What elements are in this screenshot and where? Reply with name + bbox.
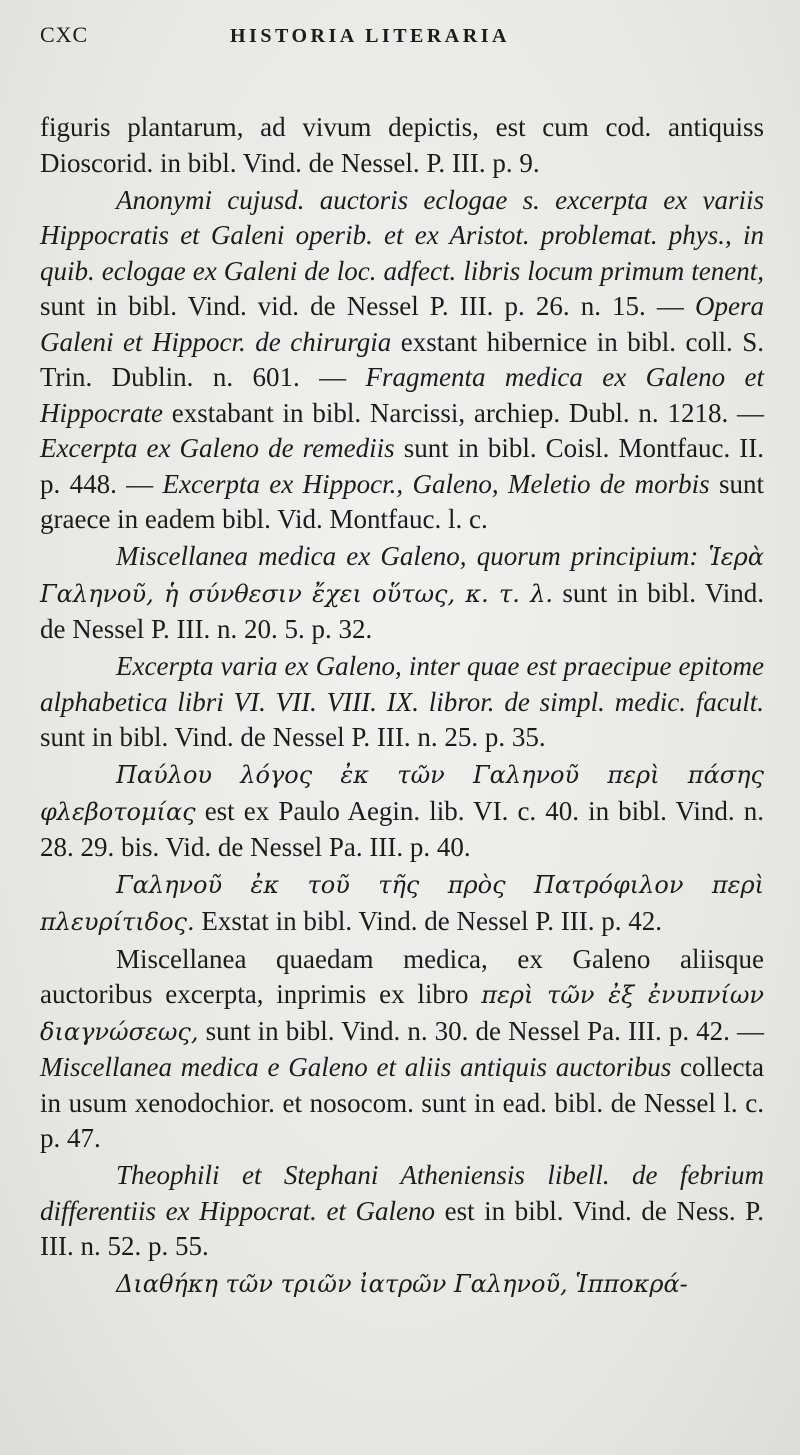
entry-text: sunt in bibl. Vind. de Nessel P. III. n. 20. 5. p. 32. xyxy=(40,577,764,644)
italic-title-text: Miscellanea medica e Galeno et aliis antiquis auctoribus xyxy=(40,1052,672,1082)
entry-text: figuris plantarum, ad vivum depictis, est cum cod. antiquiss Dioscorid. in bibl. Vind. de Nessel. P. III. p. 9. xyxy=(40,112,764,178)
italic-title-text: Excerpta varia ex Galeno, inter quae est praecipue epitome alphabetica libri VI. VII. VIII. IX. libror. de simpl. medic. facult. xyxy=(40,651,764,717)
entry-text: est in bibl. Vind. de Ness. P. III. n. 52. p. 55. xyxy=(40,1195,764,1261)
greek-title-text: Γαληνοῦ ἐκ τοῦ τῆς πρὸς Πατρόφιλον περὶ πλευρίτιδος. xyxy=(40,871,764,936)
entry-text: exstabant in bibl. Narcissi, archiep. Dubl. n. 1218. — xyxy=(162,397,764,428)
bibliography-entry xyxy=(40,867,764,940)
entry-text: sunt graece in eadem bibl. Vid. Montfauc. l. c. xyxy=(40,468,765,534)
italic-title-text: Excerpta ex Hippocr., Galeno, Meletio de morbis xyxy=(162,468,710,499)
italic-title-text: Miscellanea medica ex Galeno, quorum principium: xyxy=(116,541,709,571)
italic-title-text: Excerpta ex Galeno de remediis xyxy=(40,433,395,463)
entry-text: Exstat in bibl. Vind. de Nessel P. III. p. 42. xyxy=(194,905,662,936)
entry-text: est ex Paulo Aegin. lib. VI. c. 40. in bibl. Vind. n. 28. 29. bis. Vid. de Nessel Pa. III. p. 40. xyxy=(40,795,764,862)
page-number: CXC xyxy=(40,22,89,47)
bibliography-entry xyxy=(40,1158,764,1265)
bibliography-entry xyxy=(40,110,764,181)
italic-title-text: Opera Galeni et Hippocr. de chirurgia xyxy=(40,291,764,357)
greek-title-text: περὶ τῶν ἐξ ἐνυπνίων διαγνώσεως, xyxy=(40,981,764,1046)
greek-title-text: Ἱερὰ Γαληνοῦ, ἡ σύνθεσιν ἔχει οὕτως, κ. τ. λ. xyxy=(40,543,764,608)
bibliography-entry xyxy=(40,1266,764,1303)
entry-text: sunt in bibl. Vind. n. 30. de Nessel Pa. III. p. 42. — xyxy=(198,1015,764,1046)
running-title: HISTORIA LITERARIA xyxy=(230,25,510,47)
bibliography-entry xyxy=(40,942,764,1157)
greek-title-text: Διαθήκη τῶν τριῶν ἰατρῶν Γαληνοῦ, Ἱπποκρά- xyxy=(116,1270,688,1298)
italic-title-text: Anonymi cujusd. auctoris eclogae s. excerpta ex variis Hippocratis et Galeni operib. et ex Aristot. problemat. phys., in quib. eclogae ex Galeni de loc. adfect. libris locum primum tenent, xyxy=(40,184,764,286)
bibliography-entry xyxy=(40,539,764,648)
bibliography-entry xyxy=(40,183,764,538)
bibliography-entry xyxy=(40,757,764,866)
entry-text: exstant hibernice in bibl. coll. S. Trin. Dublin. n. 601. — xyxy=(40,326,764,392)
entry-text: sunt in bibl. Vind. vid. de Nessel P. III. p. 26. n. 15. — xyxy=(40,291,695,321)
bibliography-entry xyxy=(40,649,764,756)
entry-text: sunt in bibl. Vind. de Nessel P. III. n. 25. p. 35. xyxy=(40,722,546,752)
italic-title-text: Theophili et Stephani Atheniensis libell. de febrium differentiis ex Hippocrat. et Galeno xyxy=(40,1160,764,1226)
entry-text: collecta in usum xenodochior. et nosocom. sunt in ead. bibl. de Nessel l. c. p. 47. xyxy=(40,1052,764,1153)
entry-text: Miscellanea quaedam medica, ex Galeno aliisque auctoribus excerpta, inprimis ex libro xyxy=(40,943,764,1009)
entry-text: sunt in bibl. Coisl. Montfauc. II. p. 448. — xyxy=(40,433,765,499)
page-body xyxy=(40,110,764,1303)
greek-title-text: Παύλου λόγος ἐκ τῶν Γαληνοῦ περὶ πάσης φλεβοτομίας xyxy=(40,761,764,826)
italic-title-text: Fragmenta medica ex Galeno et Hippocrate xyxy=(40,362,765,428)
page-header xyxy=(40,22,764,70)
